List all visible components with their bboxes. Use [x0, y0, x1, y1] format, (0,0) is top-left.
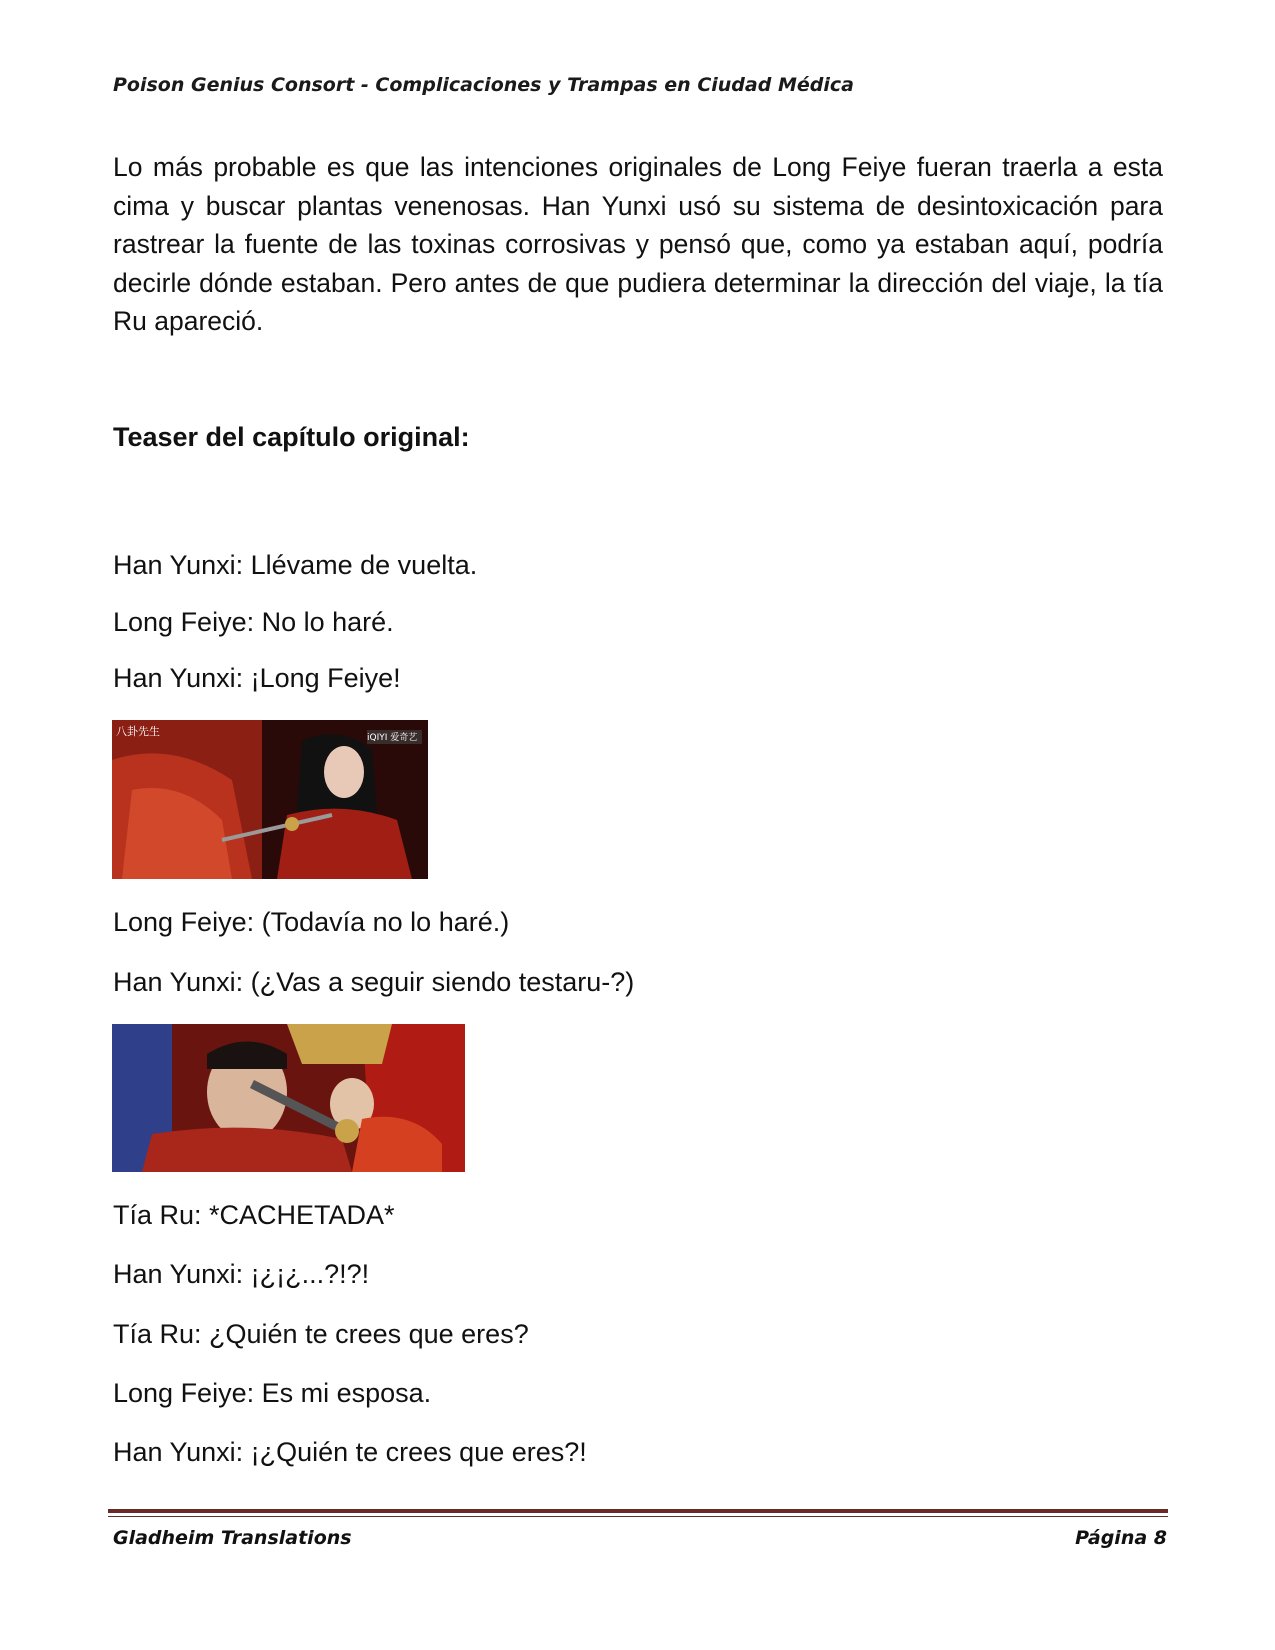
watermark-left: 八卦先生 [116, 725, 160, 738]
body-paragraph: Lo más probable es que las intenciones originales de Long Feiye fueran traerla a esta cima y buscar plantas venenosas. Han Yunxi usó su sistema de desintoxicación para rastrear la fuente de las toxinas corrosivas y pensó que, como ya estaban aquí, podría decirle dónde estaban. Pero antes de que pudiera determinar la dirección del viaje, la tía Ru apareció. [113, 152, 1163, 336]
dialogue-line: Tía Ru: ¿Quién te crees que eres? [113, 1319, 529, 1349]
dialogue-line: Long Feiye: Es mi esposa. [113, 1378, 432, 1408]
dialogue-line: Han Yunxi: ¡Long Feiye! [113, 663, 401, 693]
dialogue-line: Han Yunxi: (¿Vas a seguir siendo testaru-?) [113, 967, 635, 997]
watermark-right: iQIYI 爱奇艺 [367, 733, 418, 743]
footer-divider-thin [108, 1516, 1168, 1517]
footer-divider [108, 1509, 1168, 1513]
dialogue-line: Long Feiye: (Todavía no lo haré.) [113, 907, 510, 937]
section-heading: Teaser del capítulo original: [113, 422, 470, 452]
dialogue-line: Han Yunxi: ¡¿¡¿...?!?! [113, 1259, 370, 1289]
dialogue-line: Tía Ru: *CACHETADA* [113, 1200, 395, 1230]
dialogue-line: Han Yunxi: Llévame de vuelta. [113, 550, 478, 580]
drama-still-image-2 [112, 1024, 465, 1172]
drama-still-image-1 [112, 720, 428, 879]
page-header-title: Poison Genius Consort - Complicaciones y Trampas en Ciudad Médica [113, 74, 854, 96]
footer-page-number: Página 8 [1075, 1527, 1167, 1549]
dialogue-line: Long Feiye: No lo haré. [113, 607, 394, 637]
dialogue-line: Han Yunxi: ¡¿Quién te crees que eres?! [113, 1437, 587, 1467]
footer-publisher: Gladheim Translations [113, 1527, 352, 1549]
